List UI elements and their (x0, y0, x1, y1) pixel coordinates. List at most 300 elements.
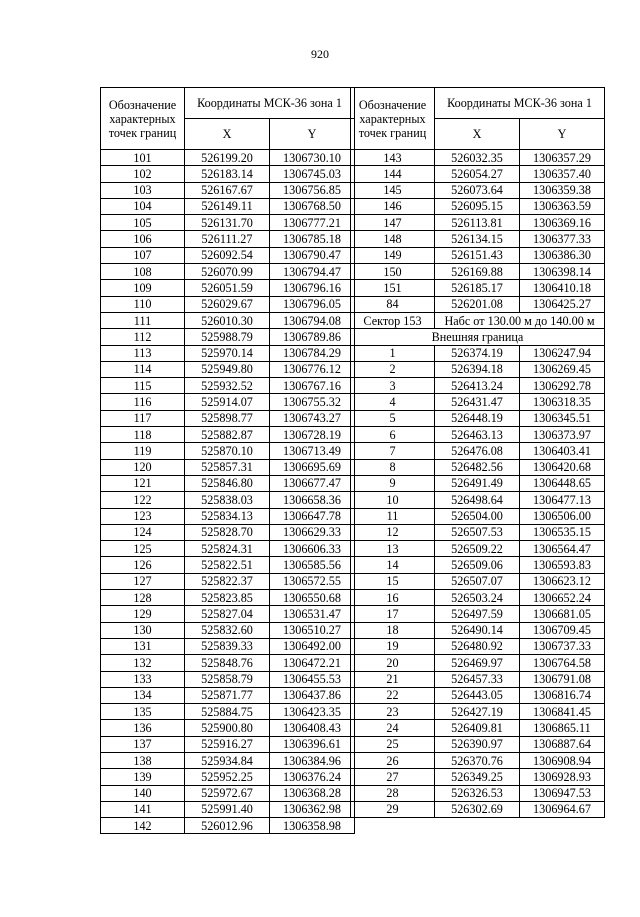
point-id-cell: 146 (351, 198, 435, 214)
point-id-cell: 16 (351, 590, 435, 606)
y-coordinate-cell: 1306841.45 (520, 704, 605, 720)
y-coordinate-cell: 1306398.14 (520, 264, 605, 280)
y-coordinate-cell: 1306585.56 (270, 557, 355, 573)
table-row (101, 312, 355, 328)
x-coordinate-cell: 526199.20 (185, 150, 270, 166)
point-id-cell: 3 (351, 378, 435, 394)
point-id-cell: 119 (101, 443, 185, 459)
table-row (351, 785, 605, 801)
point-id-cell: 122 (101, 492, 185, 508)
table-row (101, 394, 355, 410)
y-coordinate-cell: 1306713.49 (270, 443, 355, 459)
point-id-cell: 140 (101, 785, 185, 801)
x-coordinate-cell: 526509.06 (435, 557, 520, 573)
table-row (101, 231, 355, 247)
x-coordinate-cell: 526134.15 (435, 231, 520, 247)
table-row (351, 443, 605, 459)
y-coordinate-cell: 1306709.45 (520, 622, 605, 638)
table-row (101, 508, 355, 524)
point-id-cell: 7 (351, 443, 435, 459)
y-coordinate-cell: 1306531.47 (270, 606, 355, 622)
y-coordinate-cell: 1306794.47 (270, 264, 355, 280)
y-coordinate-cell: 1306796.16 (270, 280, 355, 296)
x-coordinate-cell: 525858.79 (185, 671, 270, 687)
point-id-cell: 124 (101, 524, 185, 540)
point-id-cell: 123 (101, 508, 185, 524)
y-coordinate-cell: 1306777.21 (270, 215, 355, 231)
x-coordinate-cell: 526431.47 (435, 394, 520, 410)
x-coordinate-cell: 525839.33 (185, 638, 270, 654)
x-coordinate-cell: 526476.08 (435, 443, 520, 459)
y-coordinate-cell: 1306767.16 (270, 378, 355, 394)
table-row (351, 492, 605, 508)
table-row (351, 638, 605, 654)
x-coordinate-cell: 526092.54 (185, 247, 270, 263)
y-coordinate-cell: 1306359.38 (520, 182, 605, 198)
point-id-cell: 133 (101, 671, 185, 687)
table-row (101, 638, 355, 654)
table-row (351, 606, 605, 622)
x-coordinate-cell: 526374.19 (435, 345, 520, 361)
y-coordinate-cell: 1306510.27 (270, 622, 355, 638)
x-coordinate-cell: 526111.27 (185, 231, 270, 247)
x-coordinate-cell: 525832.60 (185, 622, 270, 638)
table-row (101, 345, 355, 361)
table-row (351, 769, 605, 785)
x-coordinate-cell: 525898.77 (185, 410, 270, 426)
y-coordinate-cell: 1306368.28 (270, 785, 355, 801)
y-coordinate-cell: 1306947.53 (520, 785, 605, 801)
coordinates-table-right (350, 87, 605, 818)
x-coordinate-cell: 525848.76 (185, 655, 270, 671)
table-row (101, 475, 355, 491)
point-id-cell: 149 (351, 247, 435, 263)
y-coordinate-cell: 1306420.68 (520, 459, 605, 475)
point-id-cell: 1 (351, 345, 435, 361)
point-id-cell: 136 (101, 720, 185, 736)
y-coordinate-cell: 1306437.86 (270, 687, 355, 703)
x-coordinate-cell: 525972.67 (185, 785, 270, 801)
y-coordinate-cell: 1306789.86 (270, 329, 355, 345)
point-id-cell: 129 (101, 606, 185, 622)
y-coordinate-cell: 1306477.13 (520, 492, 605, 508)
point-id-cell: 20 (351, 655, 435, 671)
y-coordinate-cell: 1306796.05 (270, 296, 355, 312)
y-coordinate-cell: 1306410.18 (520, 280, 605, 296)
table-row (351, 198, 605, 214)
x-coordinate-cell: 526394.18 (435, 361, 520, 377)
x-coordinate-cell: 525934.84 (185, 752, 270, 768)
table-row (101, 280, 355, 296)
point-id-cell: 29 (351, 801, 435, 817)
x-coordinate-cell: 525834.13 (185, 508, 270, 524)
point-id-cell: 27 (351, 769, 435, 785)
y-coordinate-cell: 1306269.45 (520, 361, 605, 377)
table-row (101, 590, 355, 606)
y-coordinate-cell: 1306887.64 (520, 736, 605, 752)
point-id-cell: 134 (101, 687, 185, 703)
y-coordinate-cell: 1306318.35 (520, 394, 605, 410)
y-coordinate-cell: 1306794.08 (270, 312, 355, 328)
x-coordinate-cell: 526029.67 (185, 296, 270, 312)
y-coordinate-cell: 1306623.12 (520, 573, 605, 589)
table-row (101, 671, 355, 687)
x-coordinate-cell: 526504.00 (435, 508, 520, 524)
point-id-cell: 117 (101, 410, 185, 426)
point-id-cell: 118 (101, 427, 185, 443)
x-coordinate-cell: 525949.80 (185, 361, 270, 377)
point-id-cell: 142 (101, 818, 185, 834)
x-coordinate-cell: 526185.17 (435, 280, 520, 296)
x-coordinate-cell: 526010.30 (185, 312, 270, 328)
point-id-cell: 84 (351, 296, 435, 312)
point-id-cell: 126 (101, 557, 185, 573)
y-coordinate-cell: 1306376.24 (270, 769, 355, 785)
x-coordinate-cell: 525824.31 (185, 541, 270, 557)
y-coordinate-cell: 1306403.41 (520, 443, 605, 459)
point-id-cell: 130 (101, 622, 185, 638)
point-id-cell: 141 (101, 801, 185, 817)
table-row (101, 182, 355, 198)
table-row (101, 720, 355, 736)
point-id-cell: 139 (101, 769, 185, 785)
table-row (351, 590, 605, 606)
table-row (101, 752, 355, 768)
x-coordinate-cell: 526070.99 (185, 264, 270, 280)
x-coordinate-cell: 526498.64 (435, 492, 520, 508)
table-row (351, 557, 605, 573)
y-coordinate-cell: 1306408.43 (270, 720, 355, 736)
point-id-cell: 5 (351, 410, 435, 426)
x-coordinate-cell: 526509.22 (435, 541, 520, 557)
point-id-cell: 121 (101, 475, 185, 491)
point-id-cell: 131 (101, 638, 185, 654)
x-coordinate-cell: 525916.27 (185, 736, 270, 752)
x-coordinate-cell: 526491.49 (435, 475, 520, 491)
table-row (351, 573, 605, 589)
y-coordinate-cell: 1306423.35 (270, 704, 355, 720)
y-coordinate-cell: 1306564.47 (520, 541, 605, 557)
y-coordinate-cell: 1306550.68 (270, 590, 355, 606)
y-coordinate-cell: 1306791.08 (520, 671, 605, 687)
point-id-cell: 108 (101, 264, 185, 280)
table-row (101, 492, 355, 508)
table-row (101, 785, 355, 801)
table-row (351, 215, 605, 231)
y-coordinate-cell: 1306396.61 (270, 736, 355, 752)
table-row (351, 736, 605, 752)
table-row (351, 345, 605, 361)
y-coordinate-cell: 1306755.32 (270, 394, 355, 410)
x-coordinate-cell: 526390.97 (435, 736, 520, 752)
x-coordinate-cell: 526448.19 (435, 410, 520, 426)
y-coordinate-cell: 1306506.00 (520, 508, 605, 524)
x-coordinate-cell: 526032.35 (435, 150, 520, 166)
x-coordinate-cell: 526131.70 (185, 215, 270, 231)
point-column-header: Обозначение характерных точек границ (351, 88, 435, 150)
x-coordinate-cell: 526490.14 (435, 622, 520, 638)
table-row (101, 198, 355, 214)
table-row (101, 622, 355, 638)
table-row (351, 361, 605, 377)
point-id-cell: 13 (351, 541, 435, 557)
point-id-cell: 125 (101, 541, 185, 557)
point-id-cell: 106 (101, 231, 185, 247)
table-row (101, 736, 355, 752)
y-coordinate-cell: 1306756.85 (270, 182, 355, 198)
sector-label: Сектор 153 (351, 312, 435, 328)
point-id-cell: 114 (101, 361, 185, 377)
table-row (101, 541, 355, 557)
point-id-cell: 11 (351, 508, 435, 524)
y-coordinate-cell: 1306386.30 (520, 247, 605, 263)
right-table-body (351, 150, 605, 818)
y-coordinate-cell: 1306764.58 (520, 655, 605, 671)
table-row (101, 606, 355, 622)
y-column-header: Y (520, 119, 605, 150)
point-id-cell: 24 (351, 720, 435, 736)
y-coordinate-cell: 1306695.69 (270, 459, 355, 475)
table-row (101, 557, 355, 573)
y-coordinate-cell: 1306292.78 (520, 378, 605, 394)
point-id-cell: 26 (351, 752, 435, 768)
x-coordinate-cell: 525914.07 (185, 394, 270, 410)
table-row (101, 427, 355, 443)
x-coordinate-cell: 525822.37 (185, 573, 270, 589)
table-row (351, 182, 605, 198)
x-coordinate-cell: 525870.10 (185, 443, 270, 459)
y-coordinate-cell: 1306606.33 (270, 541, 355, 557)
point-id-cell: 135 (101, 704, 185, 720)
table-row (101, 801, 355, 817)
point-id-cell: 8 (351, 459, 435, 475)
table-row (101, 361, 355, 377)
coordinates-table-left (100, 87, 355, 834)
x-coordinate-cell: 525900.80 (185, 720, 270, 736)
y-coordinate-cell: 1306425.27 (520, 296, 605, 312)
y-coordinate-cell: 1306572.55 (270, 573, 355, 589)
x-coordinate-cell: 526149.11 (185, 198, 270, 214)
table-row (101, 443, 355, 459)
point-id-cell: 111 (101, 312, 185, 328)
point-id-cell: 109 (101, 280, 185, 296)
x-coordinate-cell: 525846.80 (185, 475, 270, 491)
x-coordinate-cell: 526507.53 (435, 524, 520, 540)
y-coordinate-cell: 1306928.93 (520, 769, 605, 785)
point-id-cell: 10 (351, 492, 435, 508)
y-coordinate-cell: 1306593.83 (520, 557, 605, 573)
x-coordinate-cell: 526073.64 (435, 182, 520, 198)
y-column-header: Y (270, 119, 355, 150)
point-id-cell: 6 (351, 427, 435, 443)
table-row (351, 524, 605, 540)
x-coordinate-cell: 526113.81 (435, 215, 520, 231)
point-id-cell: 144 (351, 166, 435, 182)
point-id-cell: 28 (351, 785, 435, 801)
table-row (101, 655, 355, 671)
point-id-cell: 22 (351, 687, 435, 703)
table-row (101, 215, 355, 231)
x-coordinate-cell: 525970.14 (185, 345, 270, 361)
point-id-cell: 9 (351, 475, 435, 491)
point-id-cell: 12 (351, 524, 435, 540)
x-coordinate-cell: 526469.97 (435, 655, 520, 671)
x-coordinate-cell: 526503.24 (435, 590, 520, 606)
y-coordinate-cell: 1306629.33 (270, 524, 355, 540)
y-coordinate-cell: 1306362.98 (270, 801, 355, 817)
y-coordinate-cell: 1306785.18 (270, 231, 355, 247)
point-id-cell: 107 (101, 247, 185, 263)
y-coordinate-cell: 1306357.40 (520, 166, 605, 182)
x-coordinate-cell: 525838.03 (185, 492, 270, 508)
table-row (351, 150, 605, 166)
x-coordinate-cell: 525827.04 (185, 606, 270, 622)
point-id-cell: 2 (351, 361, 435, 377)
y-coordinate-cell: 1306363.59 (520, 198, 605, 214)
table-row (101, 166, 355, 182)
y-coordinate-cell: 1306743.27 (270, 410, 355, 426)
y-coordinate-cell: 1306658.36 (270, 492, 355, 508)
x-coordinate-cell: 525952.25 (185, 769, 270, 785)
x-column-header: X (185, 119, 270, 150)
x-column-header: X (435, 119, 520, 150)
point-id-cell: 113 (101, 345, 185, 361)
table-row (101, 769, 355, 785)
point-id-cell: 145 (351, 182, 435, 198)
x-coordinate-cell: 525823.85 (185, 590, 270, 606)
table-row (101, 818, 355, 834)
x-coordinate-cell: 526151.43 (435, 247, 520, 263)
point-id-cell: 116 (101, 394, 185, 410)
y-coordinate-cell: 1306745.03 (270, 166, 355, 182)
table-row (351, 394, 605, 410)
page-number: 920 (311, 47, 329, 61)
outer-boundary-row (351, 329, 605, 345)
point-id-cell: 21 (351, 671, 435, 687)
table-row (351, 801, 605, 817)
table-row (351, 410, 605, 426)
x-coordinate-cell: 526443.05 (435, 687, 520, 703)
x-coordinate-cell: 525932.52 (185, 378, 270, 394)
x-coordinate-cell: 525882.87 (185, 427, 270, 443)
y-coordinate-cell: 1306535.15 (520, 524, 605, 540)
x-coordinate-cell: 525991.40 (185, 801, 270, 817)
x-coordinate-cell: 525988.79 (185, 329, 270, 345)
y-coordinate-cell: 1306768.50 (270, 198, 355, 214)
x-coordinate-cell: 526480.92 (435, 638, 520, 654)
point-id-cell: 137 (101, 736, 185, 752)
x-coordinate-cell: 525871.77 (185, 687, 270, 703)
point-id-cell: 147 (351, 215, 435, 231)
table-row (101, 378, 355, 394)
y-coordinate-cell: 1306784.29 (270, 345, 355, 361)
x-coordinate-cell: 526095.15 (435, 198, 520, 214)
table-row (351, 655, 605, 671)
point-id-cell: 19 (351, 638, 435, 654)
x-coordinate-cell: 525857.31 (185, 459, 270, 475)
x-coordinate-cell: 526169.88 (435, 264, 520, 280)
point-id-cell: 102 (101, 166, 185, 182)
point-id-cell: 104 (101, 198, 185, 214)
left-table-body (101, 150, 355, 834)
point-id-cell: 148 (351, 231, 435, 247)
y-coordinate-cell: 1306677.47 (270, 475, 355, 491)
table-row (351, 622, 605, 638)
table-row (351, 280, 605, 296)
table-row (351, 231, 605, 247)
table-row (101, 410, 355, 426)
coords-group-header: Координаты МСК-36 зона 1 (185, 88, 355, 119)
x-coordinate-cell: 526302.69 (435, 801, 520, 817)
x-coordinate-cell: 526349.25 (435, 769, 520, 785)
table-row (351, 541, 605, 557)
y-coordinate-cell: 1306816.74 (520, 687, 605, 703)
point-id-cell: 103 (101, 182, 185, 198)
point-id-cell: 4 (351, 394, 435, 410)
point-id-cell: 150 (351, 264, 435, 280)
x-coordinate-cell: 526507.07 (435, 573, 520, 589)
y-coordinate-cell: 1306865.11 (520, 720, 605, 736)
y-coordinate-cell: 1306737.33 (520, 638, 605, 654)
table-row (351, 247, 605, 263)
y-coordinate-cell: 1306455.53 (270, 671, 355, 687)
table-row (351, 720, 605, 736)
sector-note: Набс от 130.00 м до 140.00 м (435, 312, 605, 328)
x-coordinate-cell: 526370.76 (435, 752, 520, 768)
point-id-cell: 14 (351, 557, 435, 573)
x-coordinate-cell: 525884.75 (185, 704, 270, 720)
y-coordinate-cell: 1306373.97 (520, 427, 605, 443)
table-row (351, 687, 605, 703)
table-row (101, 150, 355, 166)
y-coordinate-cell: 1306358.98 (270, 818, 355, 834)
point-id-cell: 127 (101, 573, 185, 589)
point-id-cell: 110 (101, 296, 185, 312)
table-row (351, 704, 605, 720)
table-row (351, 508, 605, 524)
y-coordinate-cell: 1306908.94 (520, 752, 605, 768)
point-id-cell: 151 (351, 280, 435, 296)
table-row (101, 329, 355, 345)
x-coordinate-cell: 526326.53 (435, 785, 520, 801)
x-coordinate-cell: 526463.13 (435, 427, 520, 443)
y-coordinate-cell: 1306345.51 (520, 410, 605, 426)
y-coordinate-cell: 1306492.00 (270, 638, 355, 654)
x-coordinate-cell: 526012.96 (185, 818, 270, 834)
x-coordinate-cell: 526409.81 (435, 720, 520, 736)
y-coordinate-cell: 1306448.65 (520, 475, 605, 491)
table-row (351, 671, 605, 687)
y-coordinate-cell: 1306377.33 (520, 231, 605, 247)
x-coordinate-cell: 526427.19 (435, 704, 520, 720)
x-coordinate-cell: 526457.33 (435, 671, 520, 687)
y-coordinate-cell: 1306728.19 (270, 427, 355, 443)
x-coordinate-cell: 525828.70 (185, 524, 270, 540)
y-coordinate-cell: 1306681.05 (520, 606, 605, 622)
point-id-cell: 115 (101, 378, 185, 394)
point-id-cell: 25 (351, 736, 435, 752)
y-coordinate-cell: 1306384.96 (270, 752, 355, 768)
y-coordinate-cell: 1306730.10 (270, 150, 355, 166)
y-coordinate-cell: 1306647.78 (270, 508, 355, 524)
point-column-header: Обозначение характерных точек границ (101, 88, 185, 150)
outer-boundary-label: Внешняя граница (351, 329, 605, 345)
point-id-cell: 18 (351, 622, 435, 638)
table-row (351, 166, 605, 182)
table-row (101, 296, 355, 312)
point-id-cell: 128 (101, 590, 185, 606)
x-coordinate-cell: 525822.51 (185, 557, 270, 573)
